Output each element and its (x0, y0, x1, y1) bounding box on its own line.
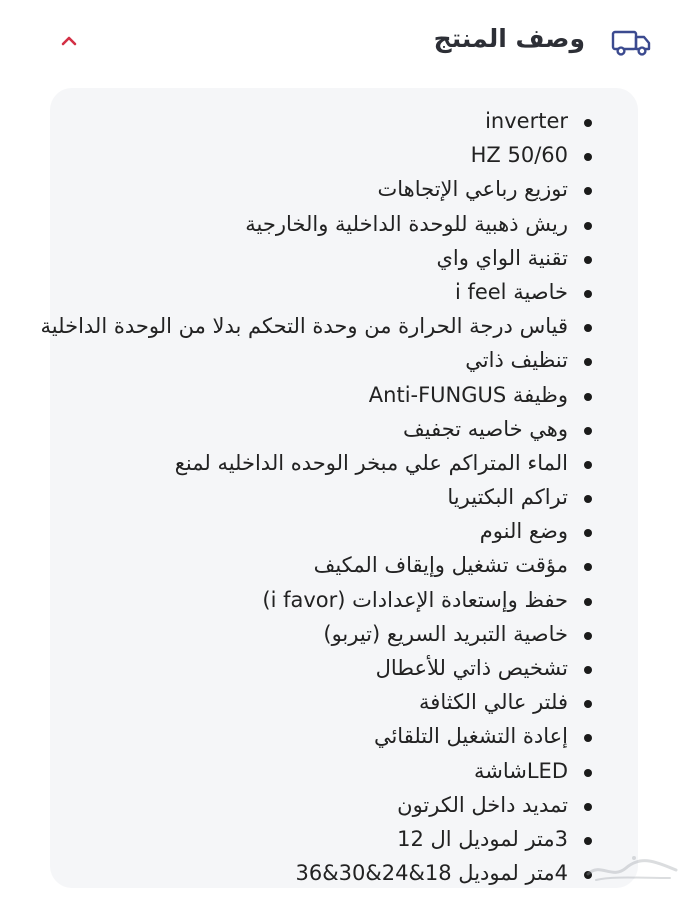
list-item: تمديد داخل الكرتون (41, 788, 592, 822)
haraj-watermark-logo (582, 848, 682, 888)
list-item: تنظيف ذاتي (41, 343, 592, 377)
chevron-up-icon[interactable] (56, 28, 82, 54)
feature-list (41, 104, 592, 890)
list-item: تراكم البكتيريا (41, 480, 592, 514)
list-item: وهي خاصيه تجفيف (41, 412, 592, 446)
truck-icon (610, 26, 652, 58)
list-item: الماء المتراكم علي مبخر الوحده الداخليه لمنع (41, 446, 592, 480)
section-header[interactable] (0, 0, 700, 84)
list-item: وضع النوم (41, 514, 592, 548)
list-item: LEDشاشة (41, 754, 592, 788)
list-item: توزيع رباعي الإتجاهات (41, 172, 592, 206)
list-item: خاصية i feel (41, 275, 592, 309)
list-item: تشخيص ذاتي للأعطال (41, 651, 592, 685)
list-item: قياس درجة الحرارة من وحدة التحكم بدلا من الوحدة الداخلية (41, 309, 592, 343)
list-item: تقنية الواي واي (41, 241, 592, 275)
list-item: 3متر لموديل ال 12 (41, 822, 592, 856)
list-item: ريش ذهبية للوحدة الداخلية والخارجية (41, 207, 592, 241)
list-item: وظيفة Anti-FUNGUS (41, 378, 592, 412)
list-item: HZ 50/60 (41, 138, 592, 172)
list-item: خاصية التبريد السريع (تيربو) (41, 617, 592, 651)
list-item: فلتر عالي الكثافة (41, 685, 592, 719)
list-item: 4متر لموديل 18&24&30&36 (41, 856, 592, 890)
section-title: وصف المنتج (433, 24, 585, 53)
list-item: مؤقت تشغيل وإيقاف المكيف (41, 548, 592, 582)
list-item: حفظ وإستعادة الإعدادات (i favor) (41, 583, 592, 617)
list-item: إعادة التشغيل التلقائي (41, 719, 592, 753)
list-item: inverter (41, 104, 592, 138)
